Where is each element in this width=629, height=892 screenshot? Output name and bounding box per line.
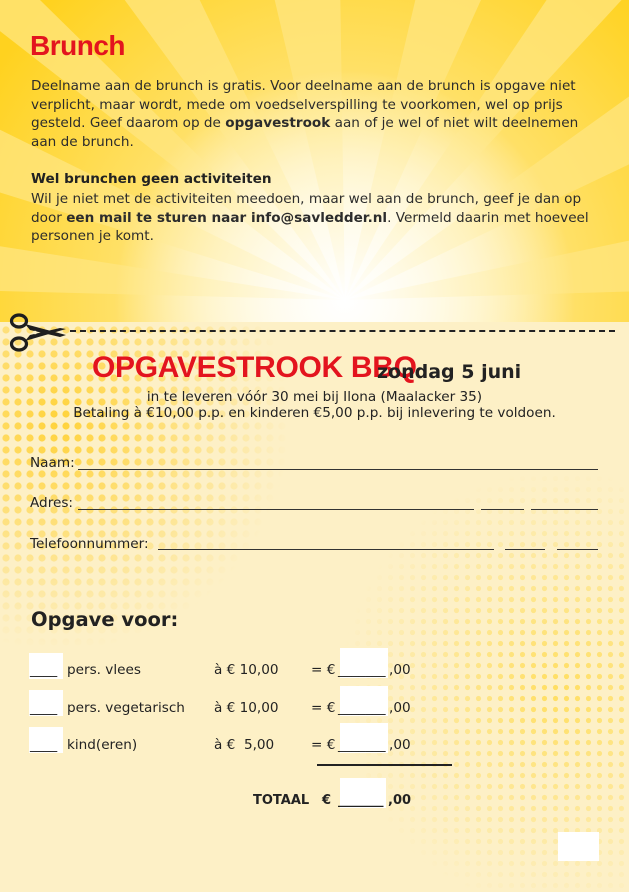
amount-blank: _______ bbox=[338, 737, 386, 753]
brunch-text: . Vermeld daarin met hoeveel bbox=[387, 209, 589, 226]
total-euro: € bbox=[322, 793, 332, 808]
amount-suffix: ,00 bbox=[389, 700, 411, 716]
brunch-subheading: Wel brunchen geen activiteiten bbox=[31, 171, 272, 187]
email-instruction[interactable]: een mail te sturen naar info@savledder.nl bbox=[66, 209, 388, 226]
scissors-icon bbox=[8, 312, 68, 354]
row-label-vlees: pers. vlees bbox=[67, 662, 141, 678]
phone-extra-line[interactable] bbox=[505, 549, 545, 550]
brunch-line: aan de brunch. bbox=[31, 133, 134, 150]
total-blank: _______ bbox=[338, 793, 384, 808]
corner-box bbox=[558, 832, 599, 861]
brunch-text: door bbox=[31, 209, 67, 226]
form-date: zondag 5 juni bbox=[377, 361, 522, 383]
total-suffix: ,00 bbox=[388, 793, 412, 808]
cut-line bbox=[70, 330, 615, 332]
amount-suffix: ,00 bbox=[389, 737, 411, 753]
row-price: à € 5,00 bbox=[214, 737, 275, 753]
count-blank: ____ bbox=[30, 662, 58, 678]
brunch-line bbox=[31, 114, 591, 133]
brunch-line bbox=[31, 209, 591, 228]
row-eq: = € bbox=[311, 737, 336, 753]
brunch-text: gesteld. Geef daarom op de bbox=[31, 115, 226, 132]
name-line[interactable] bbox=[78, 469, 598, 470]
amount-suffix: ,00 bbox=[389, 662, 411, 678]
brunch-paragraph bbox=[31, 77, 591, 151]
row-label-kinderen: kind(eren) bbox=[67, 737, 138, 753]
opgave-heading: Opgave voor: bbox=[31, 608, 179, 631]
brunch-line: Wil je niet met de activiteiten meedoen, maar wel aan de brunch, geef je dan op bbox=[31, 191, 582, 207]
address-postcode-line[interactable] bbox=[481, 509, 524, 510]
opgavestrook-emphasis: opgavestrook bbox=[225, 115, 331, 132]
phone-extra-line[interactable] bbox=[557, 549, 598, 550]
sum-line bbox=[317, 764, 452, 766]
delivery-instructions: in te leveren vóór 30 mei bij Ilona (Maalacker 35) bbox=[146, 389, 483, 405]
form-title: OPGAVESTROOK BBQ bbox=[92, 351, 417, 384]
row-eq: = € bbox=[311, 700, 336, 716]
brunch-line: Deelname aan de brunch is gratis. Voor deelname aan de brunch is opgave niet bbox=[31, 78, 576, 94]
address-label: Adres: bbox=[30, 495, 74, 511]
total-label: TOTAAL bbox=[253, 793, 310, 808]
amount-blank: _______ bbox=[338, 700, 386, 716]
brunch-title: Brunch bbox=[30, 30, 125, 61]
count-blank: ____ bbox=[30, 737, 58, 753]
row-label-vegetarisch: pers. vegetarisch bbox=[67, 700, 185, 716]
row-price: à € 10,00 bbox=[214, 662, 279, 678]
brunch-line: verplicht, maar wordt, mede om voedselverspilling te voorkomen, wel op prijs bbox=[31, 96, 563, 113]
count-blank: ____ bbox=[30, 700, 58, 716]
row-eq: = € bbox=[311, 662, 336, 678]
row-price: à € 10,00 bbox=[214, 700, 279, 716]
brunch-line: personen je komt. bbox=[31, 228, 154, 245]
brunch-text: aan of je wel of niet wilt deelnemen bbox=[330, 115, 579, 132]
phone-label: Telefoonnummer: bbox=[30, 536, 149, 552]
phone-line[interactable] bbox=[158, 549, 494, 550]
brunch-paragraph-2 bbox=[31, 190, 591, 246]
address-city-line[interactable] bbox=[531, 509, 598, 510]
name-label: Naam: bbox=[30, 455, 75, 471]
payment-instructions: Betaling à €10,00 p.p. en kinderen €5,00 p.p. bij inlevering te voldoen. bbox=[73, 405, 556, 421]
address-line[interactable] bbox=[78, 509, 474, 510]
amount-blank: _______ bbox=[338, 662, 386, 678]
